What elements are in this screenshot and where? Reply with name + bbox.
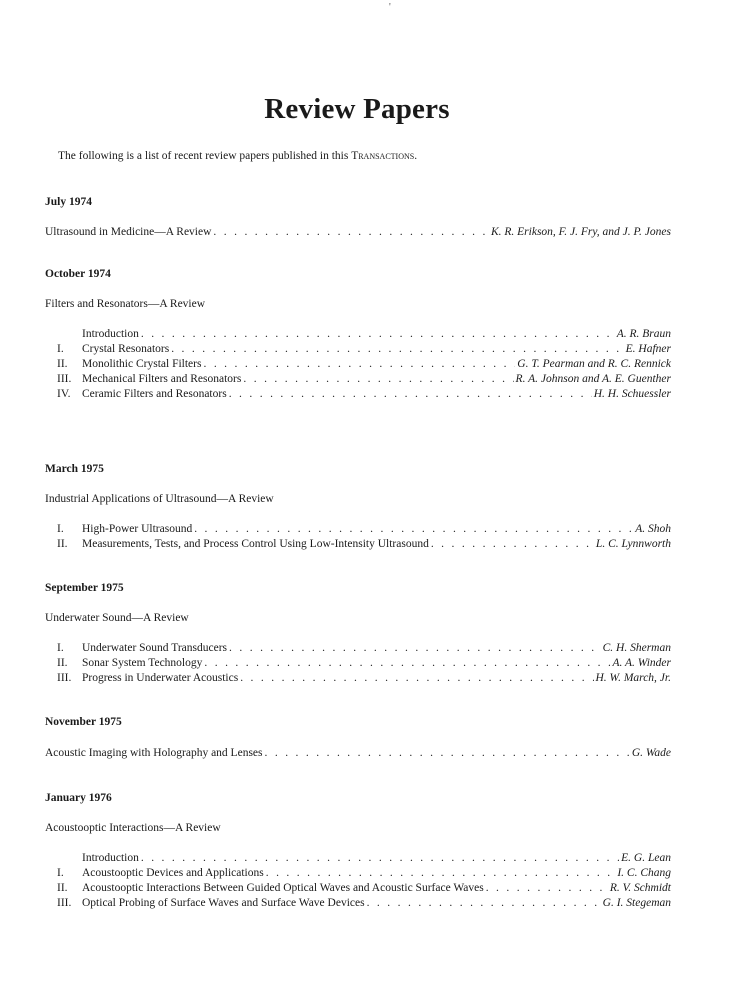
review-title: Underwater Sound—A Review	[45, 612, 189, 624]
dot-leader	[229, 642, 601, 654]
toc-entry	[57, 882, 671, 894]
entry-authors: E. G. Lean	[621, 852, 671, 864]
part-number: IV.	[57, 388, 71, 400]
page-title: Review Papers	[264, 93, 450, 126]
toc-entry	[45, 747, 671, 759]
section-date: October 1974	[45, 268, 111, 280]
entry-authors: G. Wade	[631, 747, 671, 759]
entry-authors: G. T. Pearman and R. C. Rennick	[517, 358, 671, 370]
entry-authors: C. H. Sherman	[602, 642, 671, 654]
entry-authors: R. V. Schmidt	[609, 882, 671, 894]
toc-entry	[57, 388, 671, 400]
section-date: January 1976	[45, 792, 112, 804]
dot-leader	[431, 538, 594, 550]
entry-title: Monolithic Crystal Filters	[82, 358, 202, 370]
review-title: Acoustooptic Interactions—A Review	[45, 822, 221, 834]
part-number: I.	[57, 343, 64, 355]
review-title: Filters and Resonators—A Review	[45, 298, 206, 310]
entry-title: Ultrasound in Medicine—A Review	[45, 226, 212, 238]
entry-authors: H. W. March, Jr.	[595, 672, 671, 684]
scan-mark: '	[389, 2, 391, 13]
part-number: II.	[57, 538, 68, 550]
entry-title: Sonar System Technology	[82, 657, 203, 669]
entry-title: Mechanical Filters and Resonators	[82, 373, 242, 385]
entry-authors: K. R. Erikson, F. J. Fry, and J. P. Jones	[490, 226, 671, 238]
toc-entry	[57, 358, 671, 370]
part-number: III.	[57, 897, 72, 909]
toc-entry	[57, 642, 671, 654]
review-title: Industrial Applications of Ultrasound—A Review	[45, 493, 274, 505]
dot-leader	[265, 747, 630, 759]
part-number: III.	[57, 672, 72, 684]
dot-leader	[240, 672, 593, 684]
entry-authors: I. C. Chang	[617, 867, 671, 879]
entry-title: Ceramic Filters and Resonators	[82, 388, 227, 400]
section-date: July 1974	[45, 196, 92, 208]
toc-entry	[57, 538, 671, 550]
entry-title: Introduction	[82, 328, 139, 340]
toc-entry	[57, 897, 671, 909]
part-number: I.	[57, 642, 64, 654]
entry-authors: A. A. Winder	[612, 657, 671, 669]
entry-authors: A. Shoh	[635, 523, 671, 535]
dot-leader	[229, 388, 592, 400]
dot-leader	[243, 373, 513, 385]
part-number: II.	[57, 358, 68, 370]
toc-entry	[57, 657, 671, 669]
toc-entry	[57, 852, 671, 864]
entry-title: Acoustic Imaging with Holography and Lenses	[45, 747, 263, 759]
toc-entry	[57, 373, 671, 385]
part-number: III.	[57, 373, 72, 385]
entry-title: Measurements, Tests, and Process Control Using Low-Intensity Ultrasound	[82, 538, 429, 550]
intro-paragraph	[58, 150, 417, 162]
dot-leader	[194, 523, 633, 535]
toc-entry	[57, 672, 671, 684]
entry-title: Introduction	[82, 852, 139, 864]
entry-authors: E. Hafner	[625, 343, 671, 355]
entry-title: Crystal Resonators	[82, 343, 170, 355]
dot-leader	[203, 358, 515, 370]
toc-entry	[57, 523, 671, 535]
dot-leader	[367, 897, 601, 909]
entry-title: Acoustooptic Interactions Between Guided Optical Waves and Acoustic Surface Waves	[82, 882, 484, 894]
part-number: I.	[57, 867, 64, 879]
dot-leader	[141, 328, 615, 340]
dot-leader	[486, 882, 608, 894]
section-date: March 1975	[45, 463, 104, 475]
dot-leader	[213, 226, 489, 238]
entry-authors: G. I. Stegeman	[602, 897, 671, 909]
entry-authors: A. R. Braun	[616, 328, 671, 340]
dot-leader	[141, 852, 619, 864]
entry-authors: R. A. Johnson and A. E. Guenther	[515, 373, 671, 385]
entry-title: Underwater Sound Transducers	[82, 642, 228, 654]
entry-title: Acoustooptic Devices and Applications	[82, 867, 264, 879]
entry-title: Progress in Underwater Acoustics	[82, 672, 239, 684]
intro-text: The following is a list of recent review papers published in this	[58, 150, 349, 162]
part-number: II.	[57, 657, 68, 669]
dot-leader	[171, 343, 623, 355]
part-number: II.	[57, 882, 68, 894]
toc-entry	[57, 343, 671, 355]
journal-name: Transactions.	[351, 150, 418, 162]
section-date: November 1975	[45, 716, 122, 728]
dot-leader	[204, 657, 610, 669]
toc-entry	[57, 328, 671, 340]
toc-entry	[57, 867, 671, 879]
entry-title: Optical Probing of Surface Waves and Surface Wave Devices	[82, 897, 365, 909]
section-date: September 1975	[45, 582, 124, 594]
entry-authors: H. H. Schuessler	[593, 388, 671, 400]
entry-authors: L. C. Lynnworth	[595, 538, 671, 550]
toc-entry	[45, 226, 671, 238]
dot-leader	[266, 867, 616, 879]
entry-title: High-Power Ultrasound	[82, 523, 193, 535]
part-number: I.	[57, 523, 64, 535]
